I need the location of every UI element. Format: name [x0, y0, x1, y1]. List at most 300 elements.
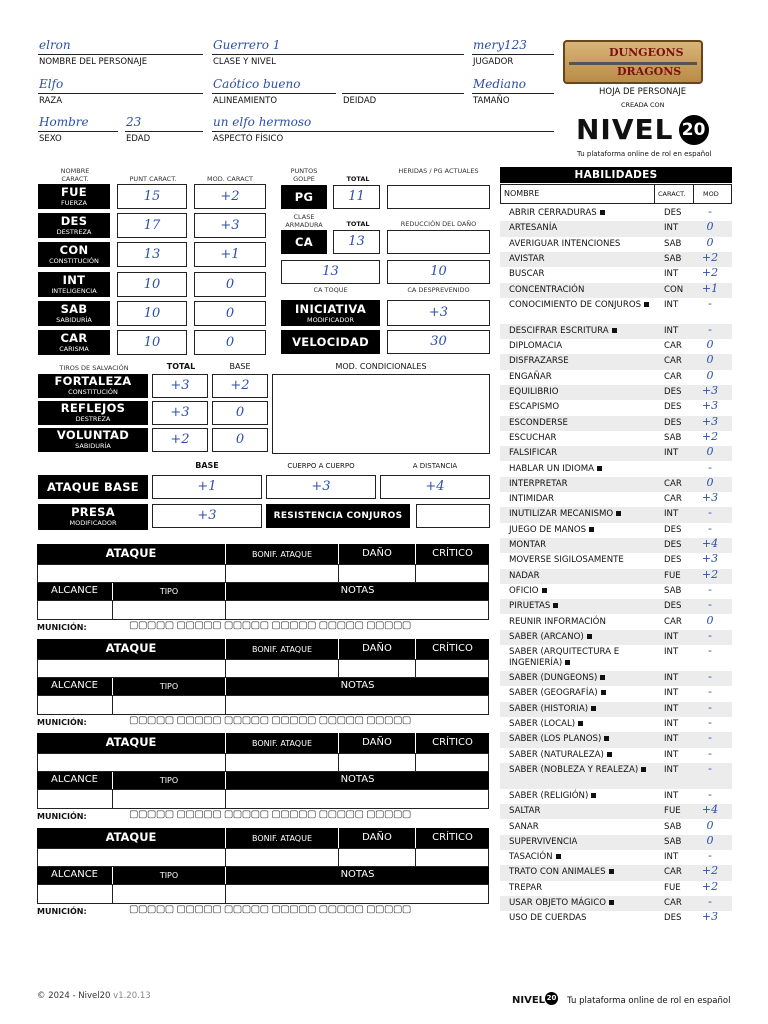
ammo-label: MUNICIÓN: — [37, 907, 87, 917]
ability-mod-field[interactable]: +1 — [194, 242, 266, 267]
range-header: ALCANCE — [50, 869, 99, 881]
skill-row[interactable] — [500, 599, 732, 614]
skill-row[interactable] — [500, 431, 732, 446]
skill-name: CONCENTRACIÓN — [509, 284, 585, 295]
trained-only-icon — [600, 210, 605, 215]
skill-name: PIRUETAS — [509, 601, 659, 612]
skill-mod[interactable]: - — [708, 322, 712, 336]
skill-name: SABER (DUNGEONS) — [509, 673, 659, 684]
ability-label-car: CAR CARISMA — [38, 330, 110, 355]
trained-only-icon — [607, 752, 612, 757]
type-field[interactable] — [112, 884, 226, 904]
critical-field[interactable] — [415, 659, 489, 678]
skill-ability: INT — [664, 269, 679, 280]
skill-ability: CON — [664, 284, 684, 295]
skill-row[interactable] — [500, 702, 732, 717]
skill-ability: SAB — [664, 836, 682, 847]
skill-row[interactable] — [500, 324, 732, 339]
critical-field[interactable] — [415, 753, 489, 772]
ability-label-des: DES DESTREZA — [38, 213, 110, 238]
attack-title: ATAQUE — [105, 546, 157, 560]
skill-name: ESCONDERSE — [509, 417, 568, 428]
race-value[interactable]: Elfo — [39, 77, 64, 91]
skill-mod[interactable]: +3 — [701, 910, 719, 924]
skill-ability: INT — [664, 325, 679, 336]
skills-col-name: NOMBRE — [504, 189, 540, 198]
skill-mod[interactable]: +2 — [701, 567, 719, 581]
skill-mod[interactable]: - — [708, 296, 712, 310]
dr-field[interactable] — [387, 230, 490, 254]
ammo-label: MUNICIÓN: — [37, 717, 87, 727]
footer-tagline: Tu plataforma online de rol en español — [567, 996, 731, 1006]
skill-mod[interactable]: +4 — [701, 803, 719, 817]
attack-bonus-field[interactable] — [225, 659, 339, 678]
skill-name: SUPERVIVENCIA — [509, 836, 578, 847]
character-name-label: NOMBRE DEL PERSONAJE — [39, 57, 148, 67]
skill-row[interactable] — [500, 865, 732, 880]
attack-card — [37, 828, 489, 920]
critical-header: CRÍTICO — [432, 832, 473, 844]
dnd-logo-text-1: DUNGEONS — [609, 46, 684, 59]
attack-name-field[interactable] — [37, 564, 226, 583]
skill-row[interactable] — [500, 717, 732, 732]
skill-mod[interactable]: +3 — [701, 491, 719, 505]
skill-row[interactable] — [500, 477, 732, 492]
skill-row[interactable] — [500, 553, 732, 568]
skill-ability: CAR — [664, 616, 682, 627]
save-total-field[interactable]: +3 — [152, 374, 208, 398]
ability-mod-field[interactable]: 0 — [194, 330, 266, 355]
ability-score-field[interactable]: 10 — [117, 301, 187, 326]
skill-ability: DES — [664, 601, 682, 612]
skill-mod[interactable]: - — [708, 582, 712, 596]
skill-row[interactable] — [500, 339, 732, 354]
range-header: ALCANCE — [50, 679, 99, 691]
ability-mod-field[interactable]: 0 — [194, 301, 266, 326]
range-field[interactable] — [37, 695, 113, 715]
notes-header: NOTAS — [340, 774, 375, 786]
skill-name: TASACIÓN — [509, 852, 659, 863]
skill-name: AVISTAR — [509, 253, 545, 264]
skill-ability: INT — [664, 764, 679, 775]
class-level-value[interactable]: Guerrero 1 — [213, 38, 281, 52]
trained-only-icon — [556, 854, 561, 859]
skill-mod[interactable]: 0 — [706, 353, 714, 367]
skill-name: OFICIO — [509, 586, 659, 597]
save-base-field[interactable]: 0 — [212, 428, 268, 452]
skill-name: NADAR — [509, 570, 540, 581]
wounds-header: HERIDAS / PG ACTUALES — [398, 167, 479, 175]
trained-only-icon — [604, 736, 609, 741]
skill-mod[interactable]: +2 — [701, 864, 719, 878]
ac-header: CLASE ARMADURA — [285, 213, 323, 229]
skill-mod[interactable]: +3 — [701, 414, 719, 428]
attack-bonus-header: BONIF. ATAQUE — [251, 644, 313, 654]
copyright-text: © 2024 - Nivel20 — [37, 991, 111, 1001]
skills-col-ability: CARACT. — [658, 190, 686, 198]
sheet-title: HOJA DE PERSONAJE — [599, 87, 687, 97]
skill-ability: INT — [664, 673, 679, 684]
skill-row[interactable] — [500, 569, 732, 584]
trained-only-icon — [542, 588, 547, 593]
critical-field[interactable] — [415, 564, 489, 583]
save-base-field[interactable]: +2 — [212, 374, 268, 398]
sex-value[interactable]: Hombre — [39, 115, 89, 129]
skill-ability: INT — [664, 509, 679, 520]
attack-base-label: ATAQUE BASE — [38, 475, 148, 499]
skill-mod[interactable]: +2 — [701, 429, 719, 443]
skill-name: ARTESANÍA — [509, 223, 558, 234]
skill-mod[interactable]: - — [708, 521, 712, 535]
skill-row[interactable] — [500, 416, 732, 431]
skill-mod[interactable]: 0 — [706, 833, 714, 847]
skill-mod[interactable]: +3 — [701, 399, 719, 413]
ability-label-fue: FUE FUERZA — [38, 184, 110, 209]
damage-header: DAÑO — [362, 832, 392, 844]
skill-ability: DES — [664, 524, 682, 535]
skill-mod[interactable]: - — [708, 787, 712, 801]
nivel20-badge-icon: 20 — [679, 115, 709, 145]
skill-name: FALSIFICAR — [509, 448, 558, 459]
skills-title: HABILIDADES — [500, 167, 732, 183]
skill-ability: INT — [664, 749, 679, 760]
ability-score-field[interactable]: 10 — [117, 272, 187, 297]
skill-name: SABER (RELIGIÓN) — [509, 791, 659, 802]
skill-mod[interactable]: 0 — [706, 220, 714, 234]
range-header: ALCANCE — [50, 585, 99, 596]
skill-mod[interactable]: - — [708, 849, 712, 863]
ability-label-int: INT INTELIGENCIA — [38, 272, 110, 297]
skill-name: DISFRAZARSE — [509, 356, 569, 367]
skill-row[interactable] — [500, 206, 732, 221]
spell-resistance-field[interactable] — [416, 504, 490, 528]
hp-total-header: TOTAL — [346, 175, 370, 183]
ranged-attack-field[interactable]: +4 — [380, 475, 490, 499]
skill-row[interactable] — [500, 221, 732, 236]
skill-name: SALTAR — [509, 806, 541, 817]
skill-ability: CAR — [664, 478, 682, 489]
notes-field[interactable] — [225, 600, 489, 620]
hp-total-field[interactable]: 11 — [333, 185, 380, 209]
skill-mod[interactable]: - — [708, 716, 712, 729]
skill-mod[interactable]: +3 — [701, 384, 719, 397]
skill-row[interactable] — [500, 615, 732, 630]
attack-base-field[interactable]: +1 — [152, 475, 262, 499]
skill-mod[interactable]: 0 — [706, 235, 714, 249]
attack-bonus-field[interactable] — [225, 753, 339, 772]
damage-field[interactable] — [338, 659, 416, 678]
skill-ability: FUE — [664, 570, 681, 581]
skill-row[interactable] — [500, 298, 732, 324]
skill-row[interactable] — [500, 523, 732, 538]
attack-bonus-field[interactable] — [225, 848, 339, 867]
spell-resistance-label: RESISTENCIA CONJUROS — [266, 504, 410, 528]
skill-mod[interactable]: +2 — [701, 266, 719, 280]
skill-mod[interactable]: +3 — [701, 552, 719, 566]
skill-ability: DES — [664, 540, 682, 550]
version-text: v1.20.13 — [113, 991, 151, 1001]
ac-total-field[interactable]: 13 — [333, 230, 380, 254]
skill-row[interactable] — [500, 492, 732, 507]
skills-col-mod: MOD — [703, 190, 719, 198]
hp-current-field[interactable] — [387, 185, 490, 209]
character-name-value[interactable]: elron — [39, 38, 71, 52]
ammo-checkboxes[interactable]: ▢▢▢▢▢ ▢▢▢▢▢ ▢▢▢▢▢ ▢▢▢▢▢ ▢▢▢▢▢ ▢▢▢▢▢ — [129, 714, 411, 726]
alignment-label: ALINEAMIENTO — [213, 96, 278, 106]
skill-mod[interactable]: +2 — [701, 879, 719, 893]
notes-header: NOTAS — [340, 679, 375, 691]
skill-name: BUSCAR — [509, 269, 545, 280]
deity-label: DEIDAD — [343, 96, 377, 106]
skill-row[interactable] — [500, 630, 732, 645]
size-value[interactable]: Mediano — [473, 77, 527, 91]
skill-mod[interactable]: - — [708, 895, 712, 908]
skill-row[interactable] — [500, 835, 732, 850]
skill-mod[interactable]: - — [708, 460, 712, 474]
ability-score-field[interactable]: 10 — [117, 330, 187, 355]
skill-row[interactable] — [500, 354, 732, 369]
notes-field[interactable] — [225, 884, 489, 904]
damage-header: DAÑO — [362, 548, 392, 559]
skill-row[interactable] — [500, 732, 732, 747]
skill-row[interactable] — [500, 252, 732, 267]
created-with: CREADA CON — [621, 101, 665, 109]
trained-only-icon — [616, 511, 621, 516]
skill-row[interactable] — [500, 370, 732, 385]
skill-ability: SAB — [664, 432, 682, 443]
notes-header: NOTAS — [340, 869, 375, 881]
range-field[interactable] — [37, 789, 113, 809]
skill-name: DIPLOMACIA — [509, 341, 563, 352]
skill-mod[interactable]: 0 — [706, 475, 714, 489]
attack-name-field[interactable] — [37, 848, 226, 867]
skill-row[interactable] — [500, 400, 732, 415]
skill-mod[interactable]: - — [708, 670, 712, 684]
range-field[interactable] — [37, 884, 113, 904]
skill-row[interactable] — [500, 584, 732, 599]
trained-only-icon — [589, 527, 594, 532]
skill-name: TRATO CON ANIMALES — [509, 867, 659, 878]
skill-row[interactable] — [500, 804, 732, 819]
ability-label-con: CON CONSTITUCIÓN — [38, 242, 110, 267]
nivel20-logo — [576, 112, 709, 148]
type-field[interactable] — [112, 789, 226, 809]
skill-row[interactable] — [500, 645, 732, 671]
range-header: ALCANCE — [50, 774, 99, 786]
skill-mod[interactable]: +2 — [701, 250, 719, 264]
skill-name: MOVERSE SIGILOSAMENTE — [509, 555, 624, 566]
skill-ability: SAB — [664, 585, 682, 596]
ability-score-field[interactable]: 17 — [117, 213, 187, 238]
touch-ac-label: CA TOQUE — [313, 286, 348, 294]
skill-row[interactable] — [500, 748, 732, 763]
attack-title: ATAQUE — [105, 735, 157, 750]
skill-mod[interactable]: - — [708, 205, 712, 218]
skill-row[interactable] — [500, 385, 732, 400]
skill-row[interactable] — [500, 911, 732, 926]
skill-ability: DES — [664, 387, 682, 397]
save-label-2: VOLUNTAD SABIDURÍA — [38, 428, 148, 452]
type-header: TIPO — [159, 776, 179, 786]
critical-field[interactable] — [415, 848, 489, 867]
save-base-field[interactable]: 0 — [212, 401, 268, 425]
saves-total-header: TOTAL — [166, 362, 196, 371]
grapple-field[interactable]: +3 — [152, 504, 262, 528]
ability-col-mod: MOD. CARACT — [207, 175, 253, 183]
ability-mod-field[interactable]: +3 — [194, 213, 266, 238]
trained-only-icon — [612, 328, 617, 333]
skill-name: SABER (LOCAL) — [509, 719, 659, 730]
flat-ac-label: CA DESPREVENIDO — [407, 286, 470, 294]
skill-row[interactable] — [500, 283, 732, 298]
skill-row[interactable] — [500, 850, 732, 865]
skill-row[interactable] — [500, 686, 732, 701]
skill-row[interactable] — [500, 267, 732, 282]
skill-mod[interactable]: - — [708, 746, 712, 760]
skill-ability: SAB — [664, 821, 682, 832]
skill-ability: FUE — [664, 806, 681, 817]
conditional-modifiers-field[interactable] — [272, 374, 490, 454]
notes-field[interactable] — [225, 789, 489, 809]
skill-row[interactable] — [500, 763, 732, 789]
skill-row[interactable] — [500, 446, 732, 461]
skill-mod[interactable]: - — [708, 628, 712, 642]
ability-mod-field[interactable]: +2 — [194, 184, 266, 209]
player-value[interactable]: mery123 — [473, 38, 527, 52]
skill-name: SABER (LOS PLANOS) — [509, 734, 659, 745]
skill-ability: FUE — [664, 882, 681, 893]
skill-row[interactable] — [500, 462, 732, 477]
skill-row[interactable] — [500, 507, 732, 522]
brand-tagline: Tu plataforma online de rol en español — [577, 150, 712, 158]
trained-only-icon — [609, 869, 614, 874]
attack-title: ATAQUE — [105, 830, 157, 845]
save-label-0: FORTALEZA CONSTITUCIÓN — [38, 374, 148, 398]
skill-mod[interactable]: 0 — [706, 368, 714, 382]
appearance-value[interactable]: un elfo hermoso — [213, 115, 312, 129]
attack-name-field[interactable] — [37, 659, 226, 678]
skill-ability: DES — [664, 913, 682, 924]
skill-mod[interactable]: 0 — [706, 338, 714, 352]
speed-label: VELOCIDAD — [281, 330, 380, 354]
damage-field[interactable] — [338, 753, 416, 772]
skill-name: SABER (GEOGRAFÍA) — [509, 688, 659, 699]
skill-mod[interactable]: +1 — [701, 281, 719, 295]
skill-mod[interactable]: - — [708, 644, 712, 658]
skill-mod[interactable]: +4 — [701, 537, 719, 550]
alignment-value[interactable]: Caótico bueno — [213, 77, 301, 91]
initiative-field[interactable]: +3 — [387, 300, 490, 326]
skill-row[interactable] — [500, 538, 732, 553]
attack-name-field[interactable] — [37, 753, 226, 772]
skill-row[interactable] — [500, 789, 732, 804]
attack-card — [37, 733, 489, 825]
skill-ability: INT — [664, 223, 679, 234]
class-level-label: CLASE Y NIVEL — [213, 57, 276, 67]
type-field[interactable] — [112, 600, 226, 620]
skill-mod[interactable]: - — [708, 506, 712, 520]
ammo-checkboxes[interactable]: ▢▢▢▢▢ ▢▢▢▢▢ ▢▢▢▢▢ ▢▢▢▢▢ ▢▢▢▢▢ ▢▢▢▢▢ — [129, 904, 411, 916]
type-field[interactable] — [112, 695, 226, 715]
skill-ability: INT — [664, 448, 679, 459]
ammo-checkboxes[interactable]: ▢▢▢▢▢ ▢▢▢▢▢ ▢▢▢▢▢ ▢▢▢▢▢ ▢▢▢▢▢ ▢▢▢▢▢ — [129, 620, 411, 631]
skill-mod[interactable]: - — [708, 685, 712, 699]
skill-name: DESCIFRAR ESCRITURA — [509, 326, 659, 337]
trained-only-icon — [600, 675, 605, 680]
damage-field[interactable] — [338, 848, 416, 867]
ability-score-field[interactable]: 15 — [117, 184, 187, 209]
save-total-field[interactable]: +2 — [152, 428, 208, 452]
save-total-field[interactable]: +3 — [152, 401, 208, 425]
flat-ac-field[interactable]: 10 — [387, 260, 490, 284]
attack-bonus-header: BONIF. ATAQUE — [251, 739, 313, 749]
ability-score-field[interactable]: 13 — [117, 242, 187, 267]
skill-row[interactable] — [500, 881, 732, 896]
notes-field[interactable] — [225, 695, 489, 715]
skill-row[interactable] — [500, 671, 732, 686]
speed-field[interactable]: 30 — [387, 330, 490, 354]
skill-ability: INT — [664, 734, 679, 745]
sex-label: SEXO — [39, 134, 62, 144]
skill-mod[interactable]: - — [708, 761, 712, 775]
size-label: TAMAÑO — [473, 96, 510, 106]
damage-header: DAÑO — [362, 642, 392, 654]
saves-header: TIROS DE SALVACIÓN — [59, 364, 129, 372]
skill-mod[interactable]: - — [708, 700, 712, 714]
skill-name: SABER (ARQUITECTURA E INGENIERÍA) — [509, 647, 620, 669]
skills-header-row — [500, 184, 732, 204]
ability-mod-field[interactable]: 0 — [194, 272, 266, 297]
attack-base-header: BASE — [195, 461, 219, 470]
skill-mod[interactable]: 0 — [706, 818, 714, 832]
attack-bonus-field[interactable] — [225, 564, 339, 583]
skill-name: HABLAR UN IDIOMA — [509, 464, 659, 475]
skill-name: SABER (NATURALEZA) — [509, 750, 659, 761]
attack-card — [37, 639, 489, 731]
touch-ac-field[interactable]: 13 — [281, 260, 380, 284]
skill-row[interactable] — [500, 237, 732, 252]
skill-mod[interactable]: - — [708, 731, 712, 745]
grapple-label: PRESA MODIFICADOR — [38, 504, 148, 530]
ranged-header: A DISTANCIA — [412, 462, 458, 470]
attack-title: ATAQUE — [105, 640, 157, 655]
critical-header: CRÍTICO — [432, 548, 473, 559]
skill-name: USAR OBJETO MÁGICO — [509, 898, 659, 909]
nivel20-badge-icon: 20 — [545, 992, 558, 1005]
skill-name: SABER (NOBLEZA Y REALEZA) — [509, 765, 659, 776]
initiative-label: INICIATIVA MODIFICADOR — [281, 300, 380, 326]
skill-ability: CAR — [664, 341, 682, 352]
range-field[interactable] — [37, 600, 113, 620]
skill-name: CONOCIMIENTO DE CONJUROS — [509, 300, 659, 311]
ammo-label: MUNICIÓN: — [37, 623, 87, 632]
footer-logo — [512, 988, 730, 1007]
skill-mod[interactable]: 0 — [706, 613, 714, 627]
melee-header: CUERPO A CUERPO — [287, 462, 355, 470]
ammo-checkboxes[interactable]: ▢▢▢▢▢ ▢▢▢▢▢ ▢▢▢▢▢ ▢▢▢▢▢ ▢▢▢▢▢ ▢▢▢▢▢ — [129, 809, 411, 821]
skill-ability: SAB — [664, 253, 682, 264]
skill-row[interactable] — [500, 820, 732, 835]
skill-name: INTIMIDAR — [509, 494, 555, 505]
age-value[interactable]: 23 — [126, 115, 142, 129]
damage-field[interactable] — [338, 564, 416, 583]
skill-name: JUEGO DE MANOS — [509, 525, 659, 536]
skill-ability: INT — [664, 719, 679, 729]
melee-attack-field[interactable]: +3 — [266, 475, 376, 499]
skill-mod[interactable]: - — [708, 598, 712, 612]
skill-row[interactable] — [500, 896, 732, 911]
skill-mod[interactable]: 0 — [706, 445, 714, 459]
